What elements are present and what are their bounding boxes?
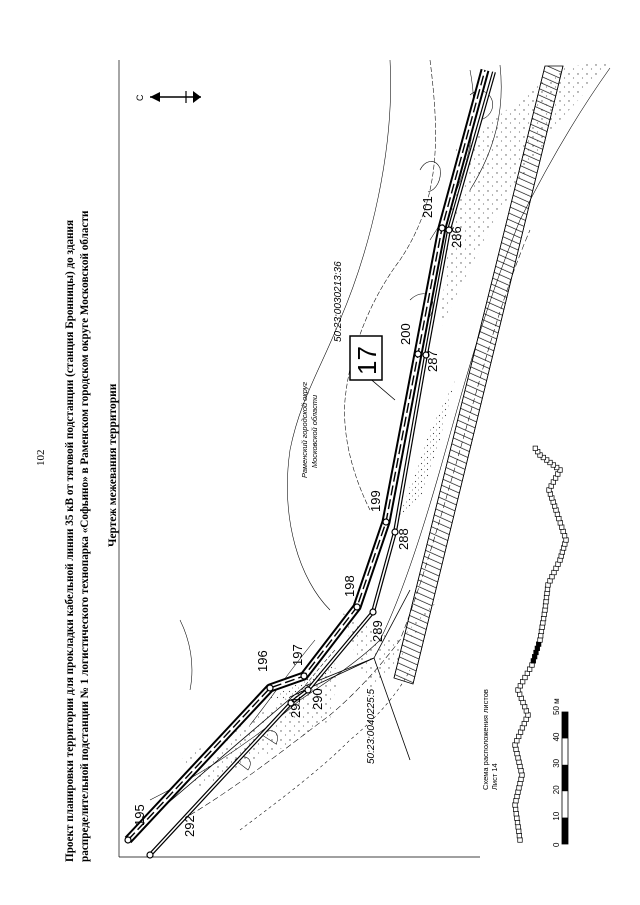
label-292: 292 bbox=[182, 815, 197, 837]
scheme-cell bbox=[558, 521, 563, 526]
scheme-cell bbox=[557, 516, 562, 521]
scheme-cell bbox=[516, 734, 521, 739]
scheme-cell bbox=[541, 621, 546, 626]
point-201 bbox=[439, 225, 445, 231]
scheme-cell bbox=[540, 625, 545, 630]
map-title: Чертеж межевания территории bbox=[107, 383, 119, 547]
scale-tick-label: 30 bbox=[552, 758, 561, 768]
scheme-cell bbox=[522, 721, 527, 726]
point-199 bbox=[383, 519, 389, 525]
label-195: 195 bbox=[132, 804, 147, 826]
label-286: 286 bbox=[449, 226, 464, 248]
scheme-cell bbox=[514, 747, 519, 752]
scheme-cell bbox=[515, 816, 520, 821]
cadastral-label-2: 50:23:0040225:5 bbox=[366, 688, 377, 764]
label-287: 287 bbox=[425, 350, 440, 372]
north-label: С bbox=[135, 94, 145, 101]
district-label-1: Раменский городской округ bbox=[300, 382, 309, 478]
scheme-cell bbox=[538, 633, 543, 638]
scheme-cell bbox=[517, 786, 522, 791]
scheme-sheet: Лист 14 bbox=[490, 763, 499, 790]
sheet-number: 17 bbox=[352, 346, 382, 375]
scheme-cell bbox=[524, 717, 529, 722]
scheme-cell bbox=[517, 833, 522, 838]
point-292 bbox=[147, 852, 153, 858]
scheme-cell bbox=[561, 529, 566, 534]
scheme-cell bbox=[533, 446, 538, 451]
district-label-2: Московской области bbox=[310, 394, 319, 468]
point-289 bbox=[370, 609, 376, 615]
scheme-cell bbox=[517, 829, 522, 834]
point-labels bbox=[132, 196, 464, 837]
point-195 bbox=[125, 837, 131, 843]
scheme-cell bbox=[515, 820, 520, 825]
scale-tick-label: 40 bbox=[552, 732, 561, 742]
scale-bar bbox=[552, 698, 568, 847]
scheme-cell bbox=[518, 730, 523, 735]
label-196: 196 bbox=[255, 650, 270, 672]
scale-tick-label: 20 bbox=[552, 785, 561, 795]
scheme-cell bbox=[538, 638, 543, 643]
page-number: 102 bbox=[35, 449, 47, 466]
scheme-cell bbox=[515, 751, 520, 756]
scale-segment bbox=[562, 712, 568, 738]
scheme-cell bbox=[555, 512, 560, 517]
title-line-2: распределительной подстанции № 1 логистического технопарка «Софьино» в Раменском городском округе Московской области bbox=[79, 210, 91, 862]
scheme-cell bbox=[516, 756, 521, 761]
scheme-cell bbox=[520, 773, 525, 778]
scheme-cell bbox=[518, 764, 523, 769]
label-289: 289 bbox=[370, 620, 385, 642]
scale-segment bbox=[562, 818, 568, 844]
scheme-cell bbox=[518, 781, 523, 786]
scale-segment bbox=[562, 765, 568, 791]
point-198 bbox=[354, 604, 360, 610]
scheme-cell bbox=[520, 726, 525, 731]
scheme-cell bbox=[513, 743, 518, 748]
scheme-cell bbox=[516, 825, 521, 830]
terrain-dotted bbox=[180, 60, 615, 790]
label-199: 199 bbox=[368, 490, 383, 512]
scheme-cell bbox=[519, 777, 524, 782]
contour-lines bbox=[150, 60, 610, 830]
scheme-title: Схема расположения листов bbox=[481, 689, 490, 790]
scheme-cell bbox=[514, 812, 519, 817]
label-291: 291 bbox=[288, 696, 303, 718]
scheme-cell bbox=[515, 794, 520, 799]
label-197: 197 bbox=[290, 644, 305, 666]
scheme-cell bbox=[515, 738, 520, 743]
scheme-cell bbox=[539, 629, 544, 634]
scheme-cell bbox=[518, 838, 523, 843]
title-line-1: Проект планировки территории для прокладки кабельной линии 35 кВ от тяговой подстанции (станция Бронницы) до здания bbox=[64, 219, 76, 862]
point-196 bbox=[267, 685, 273, 691]
label-198: 198 bbox=[342, 575, 357, 597]
scale-tick-label: 10 bbox=[552, 811, 561, 821]
scheme-cell bbox=[564, 538, 569, 543]
scheme-cell bbox=[513, 803, 518, 808]
label-290: 290 bbox=[310, 688, 325, 710]
label-200: 200 bbox=[398, 323, 413, 345]
cadastral-label-1: 50:23:0030213:36 bbox=[333, 261, 344, 342]
scheme-cell bbox=[517, 760, 522, 765]
scheme-cell bbox=[519, 768, 524, 773]
scale-tick-label: 50 м bbox=[552, 698, 561, 715]
scheme-cell bbox=[559, 525, 564, 530]
point-200 bbox=[415, 351, 421, 357]
scheme-cell bbox=[542, 612, 547, 617]
scheme-cell bbox=[541, 616, 546, 621]
label-288: 288 bbox=[396, 528, 411, 550]
scheme-cell bbox=[516, 790, 521, 795]
scheme-cell bbox=[562, 533, 567, 538]
point-197 bbox=[301, 673, 307, 679]
scale-tick-label: 0 bbox=[552, 842, 561, 847]
sheet-number-box bbox=[350, 336, 382, 380]
scheme-cell bbox=[513, 807, 518, 812]
north-arrow-icon bbox=[135, 91, 201, 103]
label-201: 201 bbox=[420, 196, 435, 218]
scheme-cell bbox=[514, 798, 519, 803]
sheet-scheme bbox=[481, 446, 568, 842]
